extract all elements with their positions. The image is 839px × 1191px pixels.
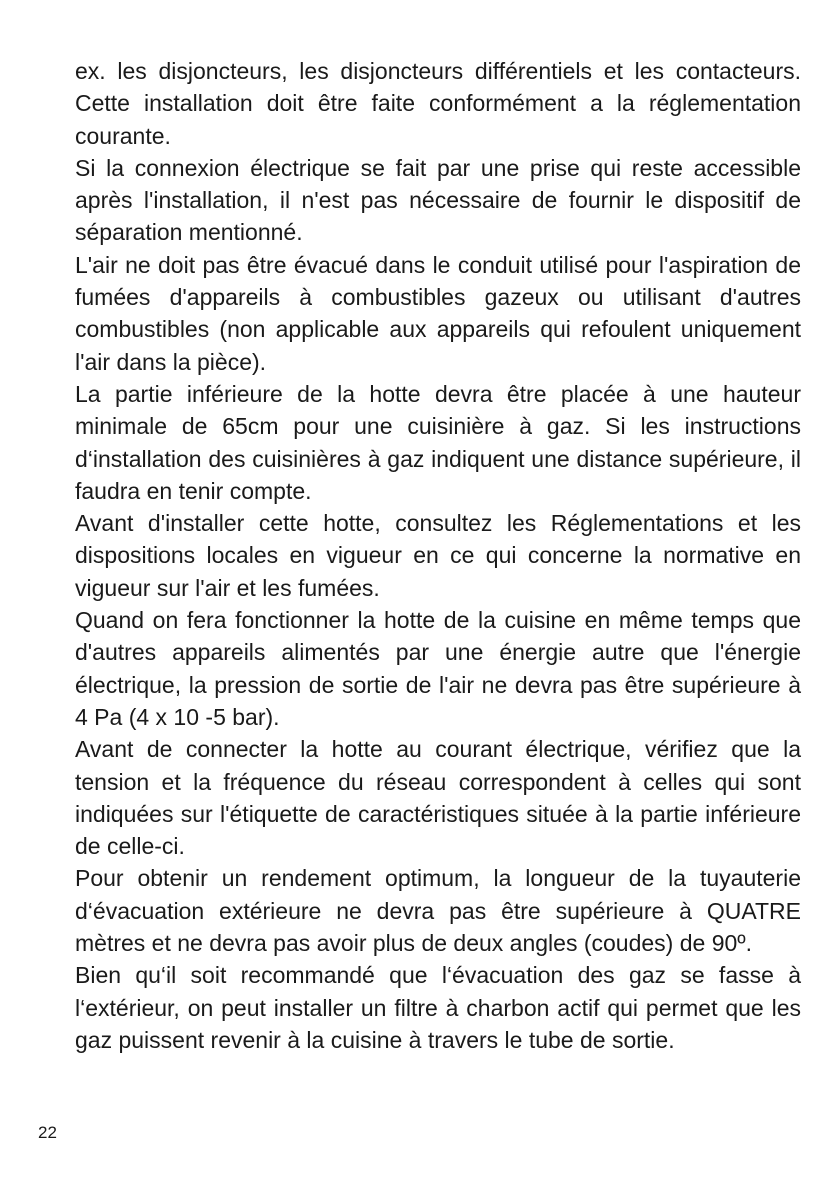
page-body	[75, 55, 801, 1056]
paragraph-installation-height: La partie inférieure de la hotte devra être placée à une hauteur minimale de 65cm pour une cuisinière à gaz. Si les instructions d‘installation des cuisinières à gaz indiquent une distance supérieure, il faudra en tenir compte.	[75, 380, 801, 504]
paragraph-local-regulations: Avant d'installer cette hotte, consultez les Réglementations et les dispositions locales en vigueur en ce qui concerne la normative en vigueur sur l'air et les fumées.	[75, 510, 801, 601]
paragraph-circuit-breakers: ex. les disjoncteurs, les disjoncteurs différentiels et les contacteurs. Cette installation doit être faite conformément a la réglementation courante.	[75, 58, 801, 149]
page-number: 22	[38, 1123, 57, 1142]
paragraph-plug-connection: Si la connexion électrique se fait par une prise qui reste accessible après l'installation, il n'est pas nécessaire de fournir le dispositif de séparation mentionné.	[75, 154, 801, 246]
paragraph-air-exhaust: L'air ne doit pas être évacué dans le conduit utilisé pour l'aspiration de fumées d'appareils à combustibles gazeux ou utilisant d'autres combustibles (non applicable aux appareils qui refoulent uniquement l'air dans la pièce).	[75, 251, 801, 375]
paragraph-duct-length: Pour obtenir un rendement optimum, la longueur de la tuyauterie d‘évacuation extérieure ne devra pas être supérieure à QUATRE mètres et ne devra pas avoir plus de deux angles (coudes) de 90º.	[75, 865, 801, 957]
paragraph-voltage-check: Avant de connecter la hotte au courant électrique, vérifiez que la tension et la fréquence du réseau correspondent à celles qui sont indiquées sur l'étiquette de caractéristiques située à la partie inférieure de celle-ci.	[75, 736, 801, 860]
paragraph-charcoal-filter: Bien qu‘il soit recommandé que l‘évacuation des gaz se fasse à l‘extérieur, on peut installer un filtre à charbon actif qui permet que les gaz puissent revenir à la cuisine à travers le tube de sortie.	[75, 962, 801, 1053]
paragraph-air-pressure: Quand on fera fonctionner la hotte de la cuisine en même temps que d'autres appareils alimentés par une énergie autre que l'énergie électrique, la pression de sortie de l'air ne devra pas être supérieure à 4 Pa (4 x 10 -5 bar).	[75, 607, 801, 730]
